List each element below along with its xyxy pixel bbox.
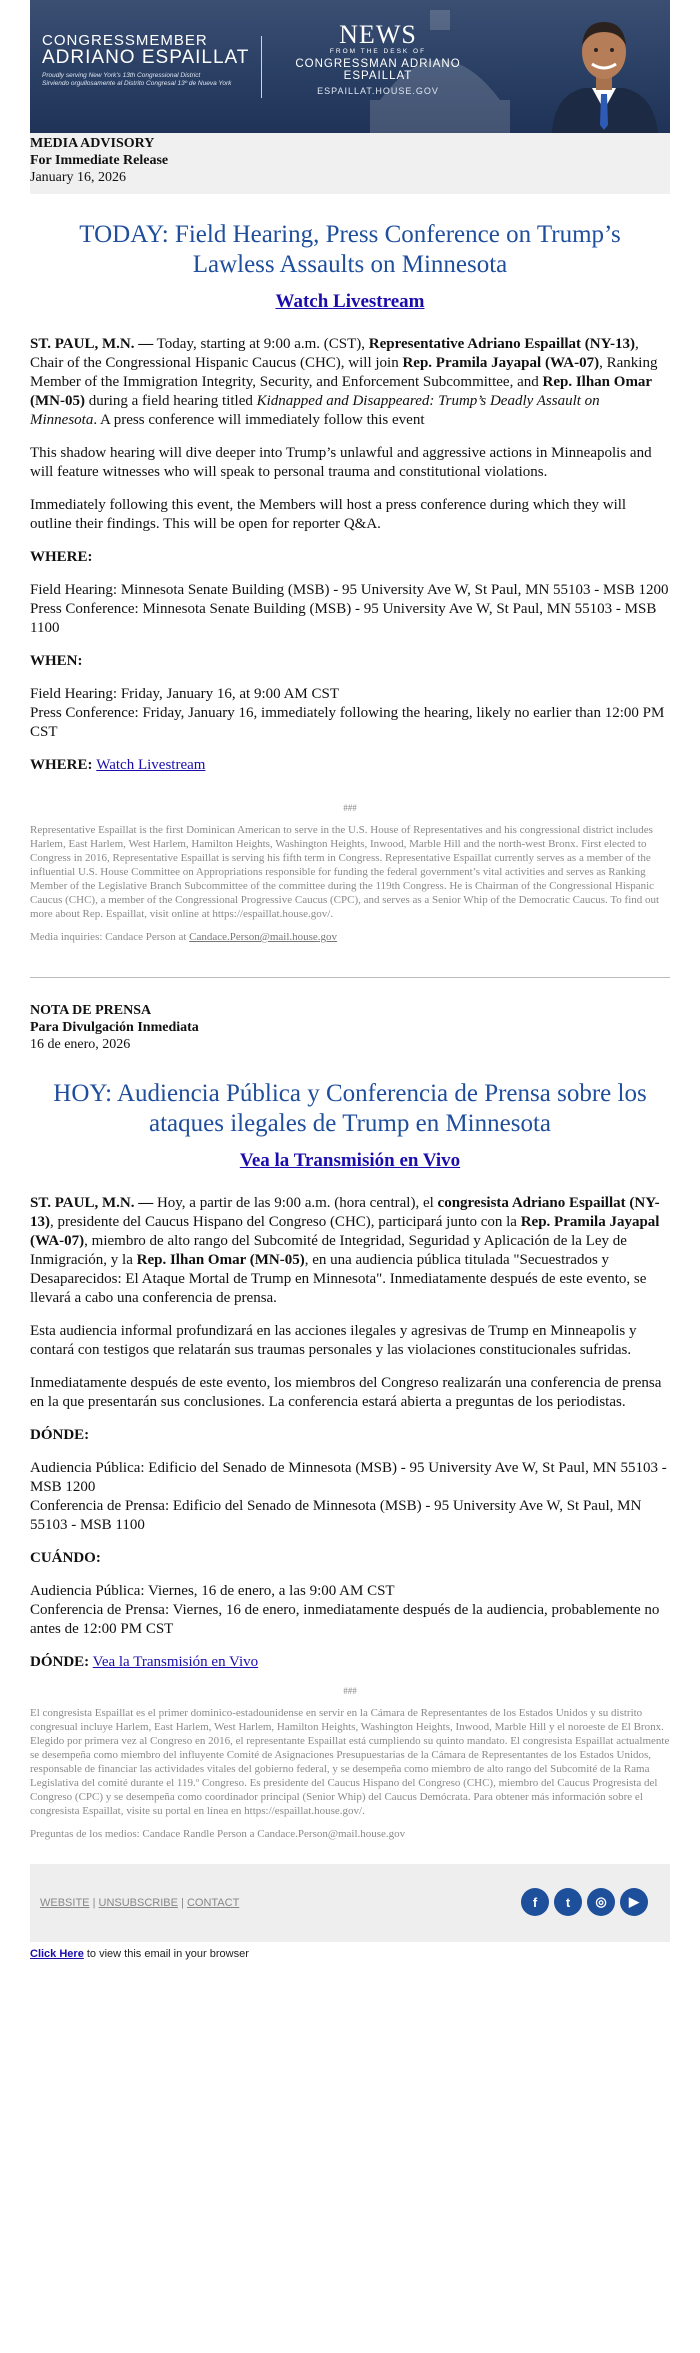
release-label-es: Para Divulgación Inmediata [30, 1020, 199, 1035]
header-banner [30, 0, 670, 133]
click-here-link[interactable]: Click Here [30, 1948, 84, 1960]
media-email-link[interactable]: Candace.Person@mail.house.gov [189, 931, 338, 943]
headline-es: HOY: Audiencia Pública y Conferencia de Prensa sobre los ataques ilegales de Trump en Minnesota [53, 1080, 647, 1137]
when-heading: WHEN: [30, 653, 83, 669]
watch-livestream-link[interactable]: Watch Livestream [275, 291, 425, 312]
website-link[interactable]: WEBSITE [40, 1897, 90, 1909]
where-field-hearing: Field Hearing: Minnesota Senate Building (MSB) - 95 University Ave W, St Paul, MN 55103 - MSB 1200 [30, 582, 669, 598]
view-in-browser-text: to view this email in your browser [83, 1948, 249, 1960]
dateline: ST. PAUL, M.N. — [30, 336, 154, 352]
unsubscribe-link[interactable]: UNSUBSCRIBE [98, 1897, 178, 1909]
paragraph-2: This shadow hearing will dive deeper into Trump’s unlawful and aggressive actions in Minneapolis and will feature witnesses who will speak to personal trauma and constitutional violations. [30, 445, 652, 480]
rep-jayapal: Rep. Pramila Jayapal (WA-07) [402, 355, 600, 371]
paragraph-2-es: Esta audiencia informal profundizará en las acciones ilegales y agresivas de Trump en Minneapolis y contará con testigos que relatarán sus traumas personales y las violaciones constitucionales sufridas. [30, 1323, 637, 1358]
advisory-label: MEDIA ADVISORY [30, 136, 155, 151]
facebook-icon[interactable]: f [521, 1888, 549, 1916]
where-heading-es: DÓNDE: [30, 1427, 90, 1443]
intro-paragraph-es [30, 1194, 670, 1308]
when-field-hearing: Field Hearing: Friday, January 16, at 9:00 AM CST [30, 686, 339, 702]
advisory-block-en [30, 133, 670, 194]
bio-en: Representative Espaillat is the first Dominican American to serve in the U.S. House of Representatives and his congressional district includes Harlem, East Harlem, West Harlem, Hamilton Heights, Washington Heights, Inwood, Marble Hill and the north-west Bronx. First elected to Congress in 2016, Representative Espaillat is serving his fifth term in Congress. Representative Espaillat currently serves as a member of the influential U.S. House Committee on Appropriations responsible for funding the federal government’s vital activities and serves as Ranking Member of the Legislative Branch Subcommittee of the committee during the 119th Congress. He is Chairman of the Congressional Hispanic Caucus (CHC), a member of the Congressional Progressive Caucus (CPC), and serves as a Senior Whip of the Democratic Caucus. To find out more about Rep. Espaillat, visit online at https://espaillat.house.gov/. [30, 824, 660, 920]
when-details-es [30, 1582, 670, 1639]
intro-text-1-es: Hoy, a partir de las 9:00 a.m. (hora central), el [153, 1195, 438, 1211]
banner-congressman: CONGRESSMAN ADRIANO ESPAILLAT [295, 58, 461, 82]
where-livestream-link[interactable]: Watch Livestream [96, 757, 206, 773]
banner-title-line1: CONGRESSMEMBER [42, 32, 208, 49]
instagram-icon[interactable]: ◎ [587, 1888, 615, 1916]
paragraph-3-es: Inmediatamente después de este evento, los miembros del Congreso realizarán una conferencia de prensa en la que presentarán sus conclusiones. La conferencia estará abierta a preguntas de los periodistas. [30, 1375, 662, 1410]
section-separator: ### [343, 803, 357, 813]
where-livestream-link-es[interactable]: Vea la Transmisión en Vivo [92, 1654, 259, 1670]
intro-text-1: Today, starting at 9:00 a.m. (CST), [153, 336, 369, 352]
intro-text-3-es: , miembro de alto rango del Subcomité de Integridad, Seguridad y Aplicación de la Ley de Inmigración, y la [30, 1233, 627, 1268]
rep-espaillat-es: congresista Adriano Espaillat (NY-13) [30, 1195, 660, 1230]
watch-livestream-link-es[interactable]: Vea la Transmisión en Vivo [239, 1150, 461, 1171]
contact-link[interactable]: CONTACT [186, 1897, 240, 1909]
banner-site: ESPAILLAT.HOUSE.GOV [317, 86, 439, 96]
intro-text-4-es: , en una audiencia pública titulada "Secuestrados y Desaparecidos: El Ataque Mortal de Trump en Minnesota". Inmediatamente después de este evento, se llevará a cabo una conferencia de prensa. [30, 1252, 647, 1306]
when-press-conference-es: Conferencia de Prensa: Viernes, 16 de enero, inmediatamente después de la audiencia, probablemente no antes de 12:00 PM CST [30, 1602, 660, 1637]
intro-paragraph [30, 335, 670, 430]
rep-jayapal-es: Rep. Pramila Jayapal (WA-07) [30, 1214, 660, 1249]
banner-news [263, 20, 493, 96]
release-date: January 16, 2026 [30, 170, 127, 185]
twitter-icon[interactable]: t [554, 1888, 582, 1916]
when-press-conference: Press Conference: Friday, January 16, immediately following the hearing, likely no earlier than 12:00 PM CST [30, 705, 665, 740]
where-details [30, 581, 670, 638]
where-livestream-label: WHERE [30, 757, 88, 773]
banner-title-line2: ADRIANO ESPAILLAT [42, 47, 250, 68]
banner-left [42, 32, 249, 87]
intro-text-2: , Chair of the Congressional Hispanic Caucus (CHC), will join [30, 336, 639, 371]
body-en [30, 335, 670, 775]
youtube-icon[interactable]: ▶ [620, 1888, 648, 1916]
when-heading-es: CUÁNDO: [30, 1550, 101, 1566]
where-field-hearing-es: Audiencia Pública: Edificio del Senado de Minnesota (MSB) - 95 University Ave W, St Paul, MN 55103 - MSB 1200 [30, 1460, 667, 1495]
banner-divider [261, 36, 262, 98]
rep-omar: Rep. Ilhan Omar (MN-05) [30, 374, 652, 409]
intro-text-2-es: , presidente del Caucus Hispano del Congreso (CHC), participará junto con la [50, 1214, 521, 1230]
release-label: For Immediate Release [30, 153, 169, 168]
dateline-es: ST. PAUL, M.N. — [30, 1195, 154, 1211]
where-press-conference: Press Conference: Minnesota Senate Building (MSB) - 95 University Ave W, St Paul, MN 55103 - MSB 1100 [30, 601, 657, 636]
congressman-portrait [544, 0, 664, 133]
banner-desk: FROM THE DESK OF [329, 48, 427, 55]
intro-text-3: , Ranking Member of the Immigration Integrity, Security, and Enforcement Subcommittee, and [30, 355, 658, 390]
where-details-es [30, 1459, 670, 1535]
media-label: Media inquiries: Candace Person at [30, 931, 190, 943]
media-inquiries-en [30, 931, 670, 943]
intro-text-5: . A press conference will immediately follow this event [93, 412, 425, 428]
where-livestream: WHERE: Watch Livestream [30, 757, 206, 773]
hearing-title: Kidnapped and Disappeared: Trump’s Deadly Assault on Minnesota [30, 393, 600, 428]
advisory-label-es: NOTA DE PRENSA [30, 1003, 152, 1018]
media-inquiries-es: Preguntas de los medios: Candace Randle Person a Candace.Person@mail.house.gov [30, 1828, 406, 1840]
intro-text-4: during a field hearing titled [84, 393, 257, 409]
footer-pipe-2: | [177, 1897, 187, 1909]
advisory-block-es [30, 1002, 700, 1053]
footer-pipe-1: | [89, 1897, 99, 1909]
where-heading: WHERE: [30, 549, 93, 565]
view-in-browser [30, 1948, 700, 1960]
bio-es: El congresista Espaillat es el primer dominico-estadounidense en servir en la Cámara de Representantes de los Estados Unidos y su distrito congresual incluye Harlem, East Harlem, West Harlem, Hamilton Heights, Washington Heights, Inwood, Marble Hill y el noroeste de El Bronx. Elegido por primera vez al Congreso en 2016, el representante Espaillat está cumpliendo su quinto mandato. El congresista Espaillat actualmente se desempeña como miembro del influyente Comité de Asignaciones Presupuestarias de la Cámara de Representantes de los Estados Unidos, responsable de financiar las actividades vitales del gobierno federal, y se desempeña como miembro de alto rango del Subcomité de la Rama Legislativa del comité durante el 119.º Congreso. Es presidente del Caucus Hispano del Congreso (CHC), miembro del Caucus Progresista del Congreso (CPC) y se desempeña como coordinador principal (Senior Whip) del Caucus Demócrata. Para obtener más información sobre el congresista Espaillat, visite su portal en línea en https://espaillat.house.gov/. [30, 1707, 670, 1817]
section-separator-es: ### [343, 1686, 357, 1696]
headline-en: TODAY: Field Hearing, Press Conference on Trump’s Lawless Assaults on Minnesota [79, 221, 621, 278]
rep-omar-es: Rep. Ilhan Omar (MN-05) [136, 1252, 305, 1268]
banner-tagline-es: Sirviendo orgullosamente al Distrito Congresal 13º de Nueva York [42, 80, 232, 87]
paragraph-3: Immediately following this event, the Members will host a press conference during which they will outline their findings. This will be open for reporter Q&A. [30, 497, 627, 532]
where-livestream-es [30, 1653, 670, 1672]
banner-tagline-en: Proudly serving New York's 13th Congressional District [42, 72, 201, 79]
social-icons [521, 1888, 648, 1916]
footer-links [40, 1897, 239, 1909]
when-details [30, 685, 670, 742]
release-date-es: 16 de enero, 2026 [30, 1037, 131, 1052]
where-press-conference-es: Conferencia de Prensa: Edificio del Senado de Minnesota (MSB) - 95 University Ave W, St Paul, MN 55103 - MSB 1100 [30, 1498, 642, 1533]
language-divider [30, 977, 670, 978]
footer [30, 1864, 670, 1942]
where-livestream-label-es: DÓNDE: [30, 1654, 90, 1670]
when-field-hearing-es: Audiencia Pública: Viernes, 16 de enero, a las 9:00 AM CST [30, 1583, 395, 1599]
banner-news-title: NEWS [339, 20, 417, 49]
rep-espaillat: Representative Adriano Espaillat (NY-13) [368, 336, 636, 352]
body-es [30, 1194, 670, 1672]
